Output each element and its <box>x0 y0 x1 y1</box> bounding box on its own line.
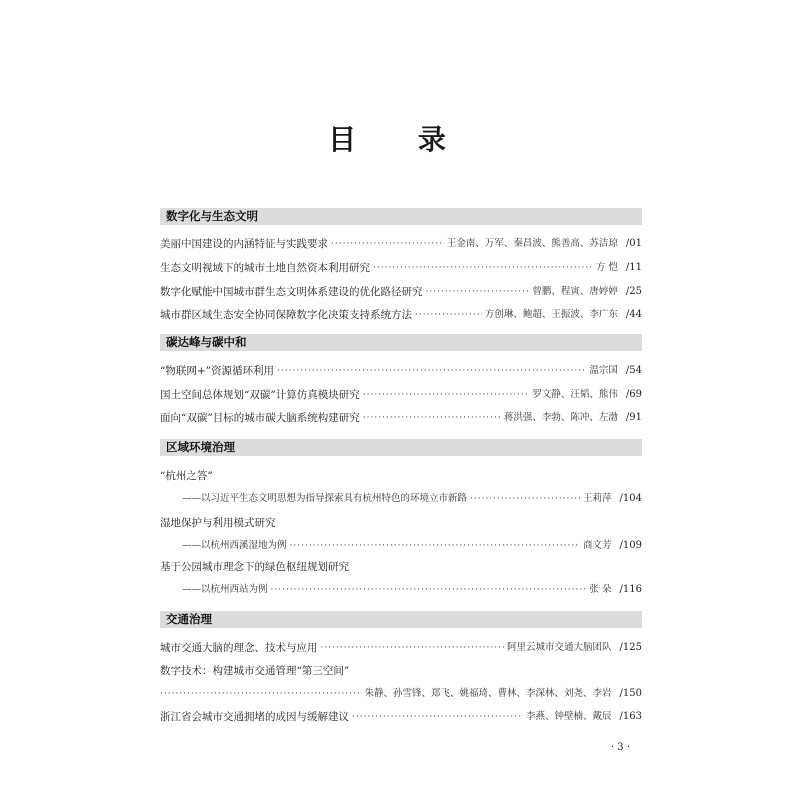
entry-authors: 李燕、钟壁楠、戴辰 <box>526 711 612 722</box>
entry-page: /54 <box>625 365 642 376</box>
toc-entry-subtitle[interactable] <box>182 490 642 508</box>
page-number: · 3 · <box>610 742 630 753</box>
section-header-traffic <box>160 611 642 628</box>
dot-leader <box>352 708 523 726</box>
entry-title[interactable]: 数字技术：构建城市交通管理“第三空间” <box>160 665 350 677</box>
dot-leader <box>426 283 530 301</box>
section-header-carbon <box>160 334 642 351</box>
entry-authors: 王金南、万军、秦昌波、熊善高、苏洁琼 <box>446 238 618 249</box>
toc-entry[interactable] <box>160 639 642 657</box>
dot-leader <box>415 306 482 324</box>
entry-title: 生态文明视域下的城市土地自然资本利用研究 <box>160 262 370 274</box>
toc-entry-subtitle[interactable] <box>182 537 642 555</box>
toc-entry[interactable] <box>160 386 642 404</box>
entry-title: 面向“双碳”目标的城市碳大脑系统构建研究 <box>160 412 360 424</box>
entry-page: /104 <box>619 493 642 504</box>
dot-leader <box>363 386 530 404</box>
entry-page: /150 <box>619 688 642 699</box>
dot-leader <box>363 409 501 427</box>
entry-title: 城市群区域生态安全协同保障数字化决策支持系统方法 <box>160 309 412 321</box>
dot-leader <box>160 685 362 703</box>
entry-title[interactable]: “杭州之答” <box>160 470 213 482</box>
entry-page: /25 <box>625 286 642 297</box>
dot-leader <box>321 639 505 657</box>
entry-title[interactable]: 基于公园城市理念下的绿色枢纽规划研究 <box>160 561 349 573</box>
entry-authors: 阿里云城市交通大脑团队 <box>507 642 612 653</box>
dot-leader <box>470 490 580 508</box>
dot-leader <box>277 362 586 380</box>
entry-title[interactable]: 湿地保护与利用模式研究 <box>160 517 276 529</box>
section-header-digital-ecology <box>160 208 642 225</box>
entry-page: /91 <box>625 412 642 423</box>
entry-subtitle: ——以杭州西站为例 <box>182 584 268 595</box>
section-header-regional-environment <box>160 439 642 456</box>
entry-title: 城市交通大脑的理念、技术与应用 <box>160 642 318 654</box>
entry-authors: 罗文静、汪韬、熊伟 <box>532 389 618 400</box>
entry-subtitle: ——以杭州西溪湿地为例 <box>182 540 287 551</box>
entry-page: /11 <box>625 262 642 273</box>
entry-authors: 王莉萍 <box>583 493 612 504</box>
toc-entry[interactable] <box>160 362 642 380</box>
toc-entry-authors-line[interactable] <box>160 685 642 703</box>
toc-entry[interactable] <box>160 409 642 427</box>
section-label: 区域环境治理 <box>166 440 235 454</box>
section-label: 碳达峰与碳中和 <box>166 335 247 349</box>
entry-authors: 方创琳、鲍超、王振波、李广东 <box>484 309 618 320</box>
entry-title: 国土空间总体规划“双碳”计算仿真模块研究 <box>160 389 360 401</box>
entry-page: /01 <box>625 238 642 249</box>
entry-authors: 温宗国 <box>589 365 618 376</box>
entry-authors: 张 朵 <box>589 584 612 595</box>
entry-title: 浙江省会城市交通拥堵的成因与缓解建议 <box>160 711 349 723</box>
entry-page: /163 <box>619 711 642 722</box>
toc-entry[interactable] <box>160 306 642 324</box>
entry-title: 美丽中国建设的内涵特征与实践要求 <box>160 238 328 250</box>
entry-authors: 朱静、孙雪锋、郑飞、姚福琦、曹林、李深林、刘尧、李岩 <box>364 688 612 699</box>
toc-entry[interactable] <box>160 708 642 726</box>
entry-authors: 蒋洪强、李勃、陈冲、左渤 <box>503 412 618 423</box>
entry-page: /116 <box>619 584 642 595</box>
entry-authors: 商文芳 <box>583 540 612 551</box>
section-label: 数字化与生态文明 <box>166 209 258 223</box>
dot-leader <box>331 235 444 253</box>
entry-page: /69 <box>625 389 642 400</box>
entry-title: “物联网+”资源循环利用 <box>160 365 275 377</box>
entry-page: /125 <box>619 642 642 653</box>
entry-page: /109 <box>619 540 642 551</box>
toc-entry[interactable] <box>160 283 642 301</box>
entry-authors: 方 恺 <box>595 262 618 273</box>
entry-title: 数字化赋能中国城市群生态文明体系建设的优化路径研究 <box>160 286 423 298</box>
entry-subtitle: ——以习近平生态文明思想为指导探索具有杭州特色的环境立市新路 <box>182 493 468 504</box>
toc-entry[interactable] <box>160 235 642 253</box>
dot-leader <box>373 259 593 277</box>
section-label: 交通治理 <box>166 612 212 626</box>
entry-page: /44 <box>625 309 642 320</box>
toc-entry[interactable] <box>160 259 642 277</box>
entry-authors: 曾鹏、程寅、唐婷婷 <box>532 286 618 297</box>
dot-leader <box>290 537 581 555</box>
page-title: 目 录 <box>328 123 472 156</box>
toc-entry-subtitle[interactable] <box>182 581 642 599</box>
dot-leader <box>271 581 587 599</box>
